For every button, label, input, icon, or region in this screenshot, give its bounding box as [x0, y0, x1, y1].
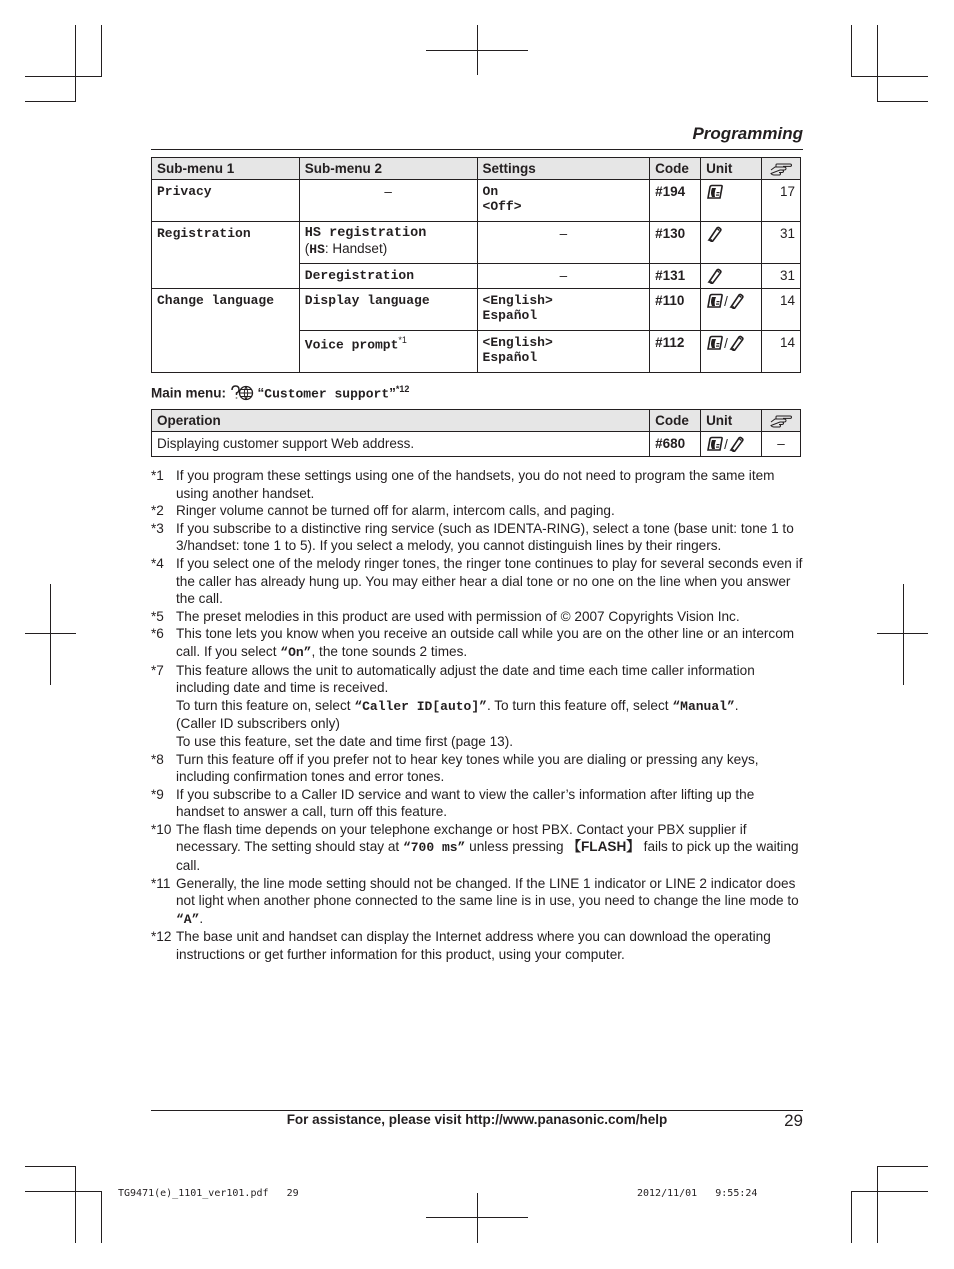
voice-prompt-unit: /	[701, 331, 762, 373]
handset-icon	[706, 226, 722, 242]
hs-meaning: : Handset)	[324, 241, 388, 256]
customer-support-menu-icon	[230, 385, 254, 401]
footnote-text: Ringer volume cannot be turned off for alarm, intercom calls, and paging.	[176, 503, 615, 519]
footnote-ref: *1	[398, 335, 407, 345]
hs-registration-settings: –	[477, 222, 650, 264]
display-language-page: 14	[761, 289, 800, 331]
deregistration-settings: –	[477, 264, 650, 289]
footnote-mark: *12	[151, 929, 172, 945]
voice-prompt-code: #112	[650, 331, 701, 373]
text-run: .	[734, 697, 739, 713]
footnotes	[151, 467, 803, 964]
deregistration-page: 31	[761, 264, 800, 289]
setting-name: “On”	[280, 644, 312, 660]
deregistration-unit	[701, 264, 762, 289]
flash-key-label: 【FLASH】	[567, 839, 640, 855]
text-run: This tone lets you know when you receive an outside call while you are on the other line or an intercom call. If you select	[176, 626, 795, 659]
footnote-text: Turn this feature off if you prefer not to hear key tones while you are dialing or pressing any keys, including confirmation tones and error tones.	[176, 751, 759, 785]
footnote	[151, 502, 803, 520]
text-run: Generally, the line mode setting should not be changed. If the LINE 1 indicator or LINE 2 indicator does not light when another phone connected to the same line is in use, you need to change the line mode to	[176, 875, 799, 909]
table-header-row	[152, 410, 801, 432]
setting-option: <Off>	[482, 199, 522, 214]
crop-mark	[877, 25, 878, 102]
table-row	[152, 180, 801, 222]
setting-name: “700 ms”	[402, 840, 466, 856]
operation-code: #680	[650, 432, 701, 457]
footnote	[151, 786, 803, 821]
crop-mark	[75, 1166, 76, 1243]
base-unit-icon	[706, 293, 724, 309]
footnote	[151, 875, 803, 929]
crop-mark	[903, 584, 904, 685]
text-run: , the tone sounds 2 times.	[311, 643, 468, 659]
footnote-text: The base unit and handset can display the Internet address where you can download the operating instructions or get further information for this product, using your computer.	[176, 929, 771, 963]
footnote	[151, 520, 803, 555]
crop-mark	[25, 633, 76, 634]
footnote-text: The preset melodies in this product are used with permission of © 2007 Copyrights Vision Inc.	[176, 608, 740, 624]
text-run: The flash time depends on your telephone exchange or host PBX. Contact your PBX supplier if necessary. The setting should stay at	[176, 821, 747, 855]
crop-mark	[25, 1191, 102, 1192]
quote: ”	[389, 385, 396, 401]
footnote-mark: *2	[151, 503, 164, 519]
footnote-mark: *9	[151, 786, 164, 802]
table-row	[152, 289, 801, 331]
footnote-mark: *3	[151, 520, 164, 536]
hs-registration-cell	[299, 222, 477, 264]
privacy-page: 17	[761, 180, 800, 222]
handset-icon	[728, 293, 744, 309]
footnote	[151, 821, 803, 875]
footnote-mark: *6	[151, 626, 164, 642]
crop-mark	[851, 76, 928, 77]
footnote-text: If you select one of the melody ringer tones, the ringer tone continues to play for several seconds even if the caller has already hung up. You may either hear a dial tone or no one on the line when you answer the call.	[176, 555, 803, 607]
footnote-mark: *1	[151, 468, 164, 483]
hs-registration-label: HS registration	[304, 226, 427, 241]
setting-option: <English>	[482, 335, 553, 350]
text-run: (Caller ID subscribers only)	[176, 716, 340, 732]
footnote-ref: *12	[395, 384, 410, 394]
crop-mark	[877, 101, 928, 102]
footnote-text	[176, 662, 803, 751]
footnote-text: If you subscribe to a distinctive ring service (such as IDENTA-RING), select a tone (base unit: tone 1 to 3/handset: tone 1 to 5). If you select a melody, you cannot distinguish lines by their ringers.	[176, 520, 794, 554]
header-code: Code	[650, 410, 701, 432]
footnote-text	[176, 875, 803, 929]
header-settings: Settings	[477, 158, 650, 180]
crop-mark	[426, 50, 528, 51]
display-language-settings	[477, 289, 650, 331]
change-language-label: Change language	[152, 289, 300, 373]
crop-mark	[477, 1193, 478, 1243]
footnote-mark: *8	[151, 751, 164, 767]
header-reference	[762, 410, 801, 432]
footnote	[151, 751, 803, 786]
base-unit-icon	[706, 335, 724, 351]
crop-mark	[25, 76, 102, 77]
operation-unit: /	[701, 432, 762, 457]
deregistration-label: Deregistration	[299, 264, 477, 289]
footnote-text: If you subscribe to a Caller ID service and want to view the caller’s information after lifting up the handset to answer a call, turn off this feature.	[176, 786, 755, 820]
crop-mark	[426, 1217, 528, 1218]
footnote	[151, 625, 803, 661]
header-operation: Operation	[152, 410, 650, 432]
hs-registration-code: #130	[650, 222, 701, 264]
voice-prompt-settings	[477, 331, 650, 373]
footnote	[151, 555, 803, 608]
operation-text: Displaying customer support Web address.	[152, 432, 650, 457]
text-run: fails to pick up the waiting call.	[176, 839, 799, 874]
footnote-mark: *5	[151, 608, 164, 624]
hs-registration-note	[305, 241, 472, 257]
quote: “	[257, 385, 265, 401]
crop-mark	[25, 101, 76, 102]
footnote-mark: *10	[151, 821, 172, 837]
footnote-mark: *4	[151, 555, 164, 571]
privacy-sub2: –	[299, 180, 477, 222]
setting-option: Español	[482, 350, 538, 365]
crop-mark	[25, 1166, 76, 1167]
handset-icon	[728, 335, 744, 351]
crop-mark	[851, 1191, 852, 1243]
header-sub-menu-1: Sub-menu 1	[152, 158, 300, 180]
header-unit: Unit	[701, 158, 762, 180]
footnote	[151, 608, 803, 626]
crop-mark	[851, 25, 852, 77]
programming-table	[151, 157, 801, 373]
text-run: To turn this feature on, select	[176, 697, 355, 713]
hs-abbrev: HS	[309, 242, 325, 257]
crop-mark	[877, 1166, 878, 1243]
hs-registration-unit	[701, 222, 762, 264]
page-number: 29	[784, 1111, 803, 1130]
display-language-code: #110	[650, 289, 701, 331]
footnote-text	[176, 821, 803, 875]
footnote	[151, 928, 803, 963]
operation-page: –	[762, 432, 801, 457]
privacy-settings	[477, 180, 650, 222]
print-date-info: 2012/11/01 9:55:24	[637, 1188, 758, 1199]
setting-option: Español	[482, 308, 538, 323]
base-unit-icon	[706, 184, 724, 200]
setting-option: On	[482, 184, 499, 199]
crop-mark	[851, 1191, 928, 1192]
footnote-mark: *7	[151, 662, 164, 678]
footnote-mark: *11	[151, 875, 171, 891]
crop-mark	[877, 633, 928, 634]
main-menu-label: Main menu:	[151, 385, 227, 401]
footnote	[151, 467, 803, 502]
pointing-hand-icon	[770, 414, 792, 428]
handset-icon	[728, 436, 744, 452]
crop-mark	[101, 1191, 102, 1243]
main-menu-line	[151, 384, 409, 402]
paren: (	[304, 241, 310, 256]
voice-prompt-cell	[299, 331, 477, 373]
registration-label: Registration	[152, 222, 300, 289]
crop-mark	[50, 584, 51, 685]
text-run: .	[199, 910, 204, 926]
footer-help-text: For assistance, please visit http://www.panasonic.com/help	[286, 1112, 668, 1127]
print-file-info: TG9471(e)_1101_ver101.pdf 29	[118, 1188, 299, 1199]
header-reference	[761, 158, 800, 180]
setting-name: “Manual”	[672, 698, 735, 714]
header-unit: Unit	[701, 410, 762, 432]
text-run: This feature allows the unit to automatically adjust the date and time each time caller information including date and time is received.	[176, 662, 755, 696]
footer-rule	[151, 1110, 803, 1111]
footnote-text: If you program these settings using one of the handsets, you do not need to program the same item using another handset.	[176, 468, 775, 501]
handset-icon	[706, 268, 722, 284]
setting-name: “Caller ID[auto]”	[354, 698, 487, 714]
base-unit-icon	[706, 436, 724, 452]
section-title: Programming	[692, 124, 803, 143]
setting-name: “A”	[176, 911, 200, 927]
table-row	[152, 432, 801, 457]
header-sub-menu-2: Sub-menu 2	[299, 158, 477, 180]
privacy-unit	[701, 180, 762, 222]
footnote	[151, 662, 803, 751]
voice-prompt-page: 14	[761, 331, 800, 373]
customer-support-menu-item: Customer support	[264, 386, 390, 402]
customer-support-table	[151, 409, 801, 457]
setting-option: <English>	[482, 293, 553, 308]
header-code: Code	[650, 158, 701, 180]
display-language-label: Display language	[299, 289, 477, 331]
deregistration-code: #131	[650, 264, 701, 289]
display-language-unit: /	[701, 289, 762, 331]
table-row	[152, 222, 801, 264]
footnote-text	[176, 625, 803, 661]
crop-mark	[877, 1166, 928, 1167]
hs-registration-page: 31	[761, 222, 800, 264]
pointing-hand-icon	[770, 162, 792, 176]
voice-prompt-label: Voice prompt	[304, 337, 399, 353]
privacy-label: Privacy	[152, 180, 300, 222]
title-rule	[151, 149, 803, 150]
text-run: unless pressing	[465, 839, 568, 855]
text-run: . To turn this feature off, select	[486, 697, 673, 713]
crop-mark	[75, 25, 76, 102]
table-header-row	[152, 158, 801, 180]
text-run: To use this feature, set the date and time first (page 13).	[176, 733, 514, 749]
crop-mark	[101, 25, 102, 77]
privacy-code: #194	[650, 180, 701, 222]
